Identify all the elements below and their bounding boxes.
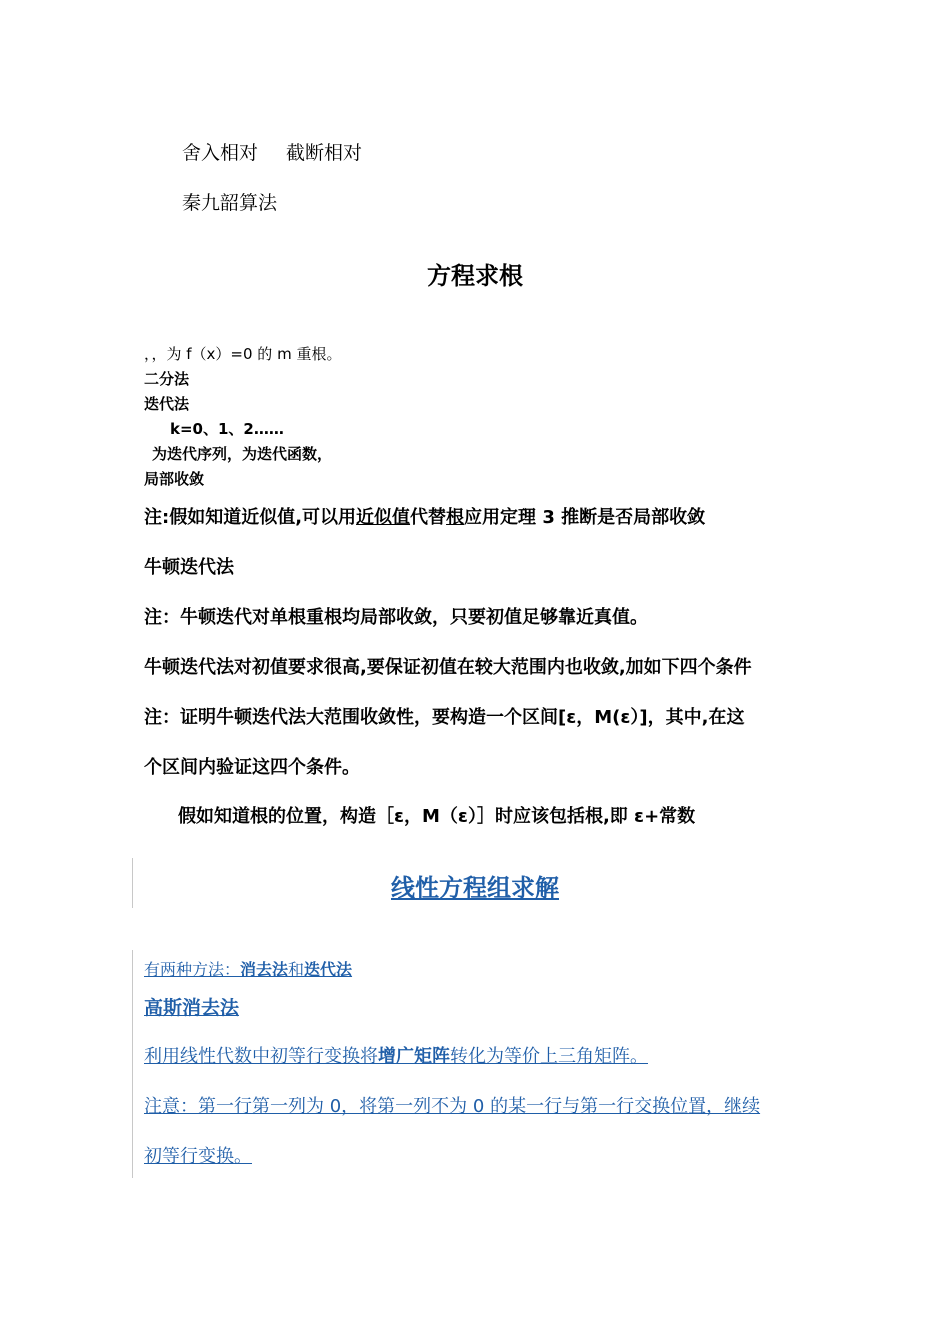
horner-method-text: 秦九韶算法 [182,192,278,214]
and-text: 和 [288,960,305,979]
iterative-method-text: 迭代法 [304,960,353,979]
two-methods-link[interactable] [144,957,352,980]
gauss-description-prefix: 利用线性代数中初等行变换将 [144,1046,378,1067]
gauss-description-link[interactable] [144,1042,648,1068]
k-values-text: k=0、1、2…… [170,420,284,438]
approximation-note [144,503,705,529]
approximation-note-prefix: 注:假如知道近似值,可以用 [144,507,357,528]
relative-truncation-text: 截断相对 [286,142,363,164]
left-rule-divider [132,950,133,1178]
newton-local-note: 注：牛顿迭代对单根重根均局部收敛，只要初值足够靠近真值。 [144,607,648,628]
linear-systems-title-link[interactable]: 线性方程组求解 [391,874,559,902]
newton-method-heading: 牛顿迭代法 [144,557,234,578]
bisection-heading: 二分法 [144,370,190,388]
multiple-root-note: ，，为 f（x）=0 的 m 重根。 [144,345,342,363]
approximation-note-suffix: 应用定理 3 推断是否局部收敛 [464,507,706,528]
approximation-replace-text: 代替 [410,507,447,528]
local-convergence-heading: 局部收敛 [144,470,205,488]
interval-construction-note: 假如知道根的位置，构造［ε，M（ε）］时应该包括根,即 ε+常数 [178,806,696,827]
two-methods-prefix: 有两种方法： [144,960,241,979]
iteration-sequence-note: 为迭代序列，为迭代函数， [152,445,333,463]
elimination-method-text: 消去法 [240,960,289,979]
global-convergence-note-line2: 个区间内验证这四个条件。 [144,757,360,778]
rounding-truncation-line [182,138,362,165]
root-text: 根 [446,507,465,528]
gaussian-elimination-link[interactable]: 高斯消去法 [144,997,240,1019]
global-convergence-note-line1: 注：证明牛顿迭代法大范围收敛性，要构造一个区间[ε，M(ε）]，其中,在这 [144,707,745,728]
gauss-description-suffix: 转化为等价上三角矩阵。 [450,1046,648,1067]
pivot-attention-link-line2[interactable]: 初等行变换。 [144,1146,252,1167]
approximation-value-text: 近似值 [356,507,411,528]
roots-section-title: 方程求根 [427,262,523,290]
newton-conditions-text: 牛顿迭代法对初值要求很高,要保证初值在较大范围内也收敛,加如下四个条件 [144,657,752,678]
relative-rounding-text: 舍入相对 [182,142,259,164]
pivot-attention-link-line1[interactable]: 注意：第一行第一列为 0，将第一列不为 0 的某一行与第一行交换位置，继续 [144,1096,761,1117]
augmented-matrix-text: 增广矩阵 [378,1046,450,1067]
iteration-heading: 迭代法 [144,395,190,413]
